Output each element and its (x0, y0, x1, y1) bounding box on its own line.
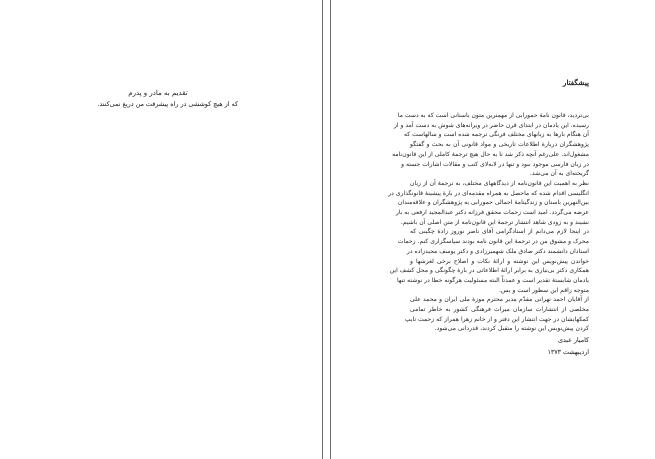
text-line: رسیده. این یادمان در ابتدای قرن حاضر در ویرانه‌های شوش به دست آمد و از (393, 121, 589, 129)
dedication-line: که از هیچ کوششی در راه پیشرفت من دریغ نمی‌کنند. (97, 100, 238, 108)
text-line: کردن پیش‌نویس این نوشته را متقبل کردند، قدردانی می‌شود. (434, 325, 589, 333)
text-line: محرک و مشوق من در ترجمهٔ این قانون نامه بودند سپاسگزاری کنم. زحمات (397, 238, 589, 246)
text-line: کمکهایشان در جهت انتشار این دفتر و از خانم زهرا همراز که زحمت تایپ (404, 315, 589, 323)
text-line: در اینجا لازم می‌دانم از استادگرامی آقای ناصر نوروز زادهٔ چگینی که (410, 228, 589, 236)
text-line: پژوهشگران دربارهٔ اطلاعات تاریخی و مواد قانونی آن به بحث و گفتگو (410, 141, 589, 149)
text-line: بی‌تردید، قانون نامهٔ حمورابی از مهمترین متون باستانی است که به دست ما (397, 112, 589, 119)
text-line: متوجه راقم این سطور است و بس. (499, 286, 589, 294)
paragraph (388, 179, 589, 228)
right-page (330, 0, 655, 459)
signature-date: اردیبهشت ۱۳۷۳ (547, 349, 589, 357)
paragraph (404, 295, 589, 334)
text-line: از آقایان احمد تهرانی مقدّم مدیر محترم موزهٔ ملی ایران و محمد علی (410, 296, 589, 304)
preface (388, 78, 589, 358)
text-line: مشغول‌اند. علی‌رغم آنچه ذکر شد تا به حال هیچ ترجمهٔ کاملی از این قانون‌نامه (392, 150, 589, 158)
text-line: گریخته‌ای به آن می‌شد. (530, 170, 589, 178)
text-line: در زبان فارسی موجود نبود و تنها در لابه‌لای کتب و مقالات اشارات جسته و (401, 160, 589, 168)
text-line: انگلیسی اقدام شده که ماحصل به همراه مقدمه‌ای در بارهٔ پیشینهٔ قانونگذاری در (388, 189, 589, 197)
text-line: نظر به اهمیت این قانون‌نامه از دیدگاههای مختلف، به ترجمهٔ آن از زبان (410, 179, 589, 187)
preface-heading: پیشگفتار (562, 78, 589, 87)
gutter-line (322, 0, 323, 459)
dedication (78, 88, 238, 109)
left-page (0, 0, 322, 459)
signature-name: کامیار عبدی (557, 337, 589, 345)
text-line: استادان دانشمند دکتر صادق ملک شهمیرزادی و دکتر یوسف مجیدزاده در (406, 247, 589, 255)
text-line: نشیند و به زودی شاهد انتشار ترجمهٔ این قانون‌نامه از متن اصلی آن باشیم. (400, 218, 589, 226)
text-line: خواندن پیش‌نویس این نوشته و ارائهٔ نکات و اصلاح برخی لغزشها و (410, 257, 589, 265)
text-line: عرضه می‌گردد. امید است زحمات محقق فرزانه دکتر عبدالمجید ارفعی به بار (395, 209, 589, 217)
text-line: همکاری دکتر بی‌نیازی به برابر ارائهٔ اطلاعاتی در بارهٔ چگونگی و محل کشف این (389, 267, 589, 275)
text-line: یادمان شایستهٔ تقدیر است و عمدتاً البته مسئولیت هرگونه خطا در نوشته تنها (397, 276, 589, 284)
paragraph (392, 111, 589, 179)
text-line: آن هنگام بارها به زبانهای مختلف فرنگی ترجمه شده است و سالهاست که (404, 131, 589, 139)
text-line: مخلصی از انتشارات سازمان میراث فرهنگی کشور به خاطر تمامی (410, 306, 589, 314)
text-line: بین‌النهرین باستان و زندگینامهٔ اجمالی حمورابی به پژوهشگران و علاقه‌مندان (397, 199, 589, 207)
paragraph (389, 227, 589, 295)
dedication-title: تقدیم به مادر و پدرم (128, 89, 188, 97)
